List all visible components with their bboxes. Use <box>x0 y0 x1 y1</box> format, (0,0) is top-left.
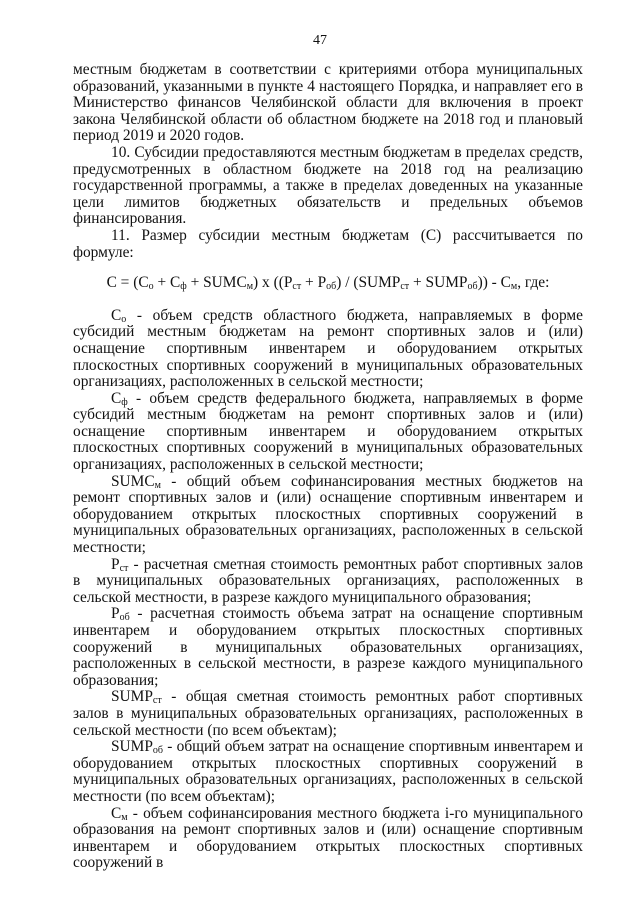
definition-text: - общий объем затрат на оснащение спортивным инвентарем и оборудованием открытых плоскостных спортивных сооружений в муниципальных образовательных организациях, расположенных в сельской местности (по всем объектам); <box>73 738 583 805</box>
definition-text: - общая сметная стоимость ремонтных работ спортивных залов в муниципальных образовательных организациях, расположенных в сельской местности (по всем объектам); <box>73 688 583 739</box>
formula-part: ) / (SUMP <box>336 274 401 292</box>
definition-symbol: $С_о$ <box>111 306 127 325</box>
paragraph-11: 11. Размер субсидии местным бюджетам (С) рассчитывается по формуле: <box>73 226 583 261</box>
definition-text: - объем софинансирования местного бюджета i-го муниципального образования на ремонт спортивных залов и (или) оснащение спортивным инвентарем и оборудованием открытых плоскостных спортивных сооружений в <box>73 804 583 872</box>
definition-symbol: $SUMP_{ст}$ <box>111 688 162 707</box>
formula-subscript: об <box>326 281 337 293</box>
definition-symbol: $Р_{об}$ <box>111 605 130 624</box>
paragraph-continued: местным бюджетам в соответствии с критериями отбора муниципальных образований, указанными в пункте 4 настоящего Порядка, и направляет его в Министерство финансов Челябинской области для включения в проект закона Челябинской области об областном бюджете на 2018 год и плановый период 2019 и 2020 годов. <box>73 61 583 145</box>
formula-part: , где: <box>517 274 550 292</box>
formula-subscript: ст <box>400 281 410 293</box>
paragraph-10: 10. Субсидии предоставляются местным бюджетам в пределах средств, предусмотренных в областном бюджете на 2018 год на реализацию государственной программы, а также в пределах доведенных на указанные цели лимитов бюджетных обязательств и предельных объемов финансирования. <box>73 143 583 228</box>
formula-part: С = (С <box>106 274 149 292</box>
formula-part: + SUMP <box>409 274 468 292</box>
definition-p-ob <box>73 606 583 689</box>
formula-part: + Р <box>301 274 327 292</box>
definition-symbol: $Р_{ст}$ <box>111 555 129 574</box>
definition-p-st <box>73 557 583 607</box>
definition-sumc-m <box>73 474 583 557</box>
definition-symbol: $С_м$ <box>111 804 128 823</box>
definition-text: - расчетная сметная стоимость ремонтных работ спортивных залов в муниципальных образовательных организациях, расположенных в сельской местности, в разрезе каждого муниципального образования; <box>73 555 583 606</box>
page-body <box>73 62 583 872</box>
definition-symbol: $SUMP_{об}$ <box>111 738 164 757</box>
formula-subscript: о <box>148 281 154 293</box>
definition-sump-ob <box>73 739 583 805</box>
definition-text: - объем средств федерального бюджета, направляемых в форме субсидий местным бюджетам на ремонт спортивных залов и (или) оснащение спортивным инвентарем и оборудованием открытых плоскостных спортивных сооружений в муниципальных образовательных организациях, расположенных в сельской местности; <box>73 389 583 474</box>
definition-symbol: $С_ф$ <box>111 389 128 408</box>
definition-text: - объем средств областного бюджета, направляемых в форме субсидий местным бюджетам на ремонт спортивных залов и (или) оснащение спортивным инвентарем и оборудованием открытых плоскостных спортивных сооружений в муниципальных образовательных организациях, расположенных в сельской местности; <box>73 306 583 391</box>
definition-text: - расчетная стоимость объема затрат на оснащение спортивным инвентарем и оборудованием открытых плоскостных спортивных сооружений в муниципальных образовательных организациях, расположенных в сельской местности, в разрезе каждого муниципального образования; <box>73 605 583 689</box>
formula-subscript: м <box>510 281 518 293</box>
formula-subscript: ф <box>180 281 187 293</box>
formula-part: + SUMC <box>186 274 247 292</box>
definition-c-f <box>73 391 583 474</box>
formula-subscript: ст <box>292 281 302 293</box>
page-number: 47 <box>313 33 327 48</box>
formula-subscript: об <box>467 281 478 293</box>
definition-c-o <box>73 308 583 391</box>
formula-part: ) х ((Р <box>253 274 293 292</box>
formula-subscript: м <box>246 281 254 293</box>
definition-sump-st <box>73 689 583 739</box>
formula-part: )) - С <box>477 274 511 292</box>
definition-text: - общий объем софинансирования местных бюджетов на ремонт спортивных залов и (или) оснащение спортивным инвентарем и оборудованием открытых плоскостных спортивных сооружений в муниципальных образовательных организациях, расположенных в сельской местности; <box>73 472 583 557</box>
formula-part: + С <box>153 274 181 292</box>
definition-c-m <box>73 806 583 872</box>
subsidy-formula <box>73 275 583 292</box>
definition-symbol: $SUMC_м$ <box>111 472 161 491</box>
